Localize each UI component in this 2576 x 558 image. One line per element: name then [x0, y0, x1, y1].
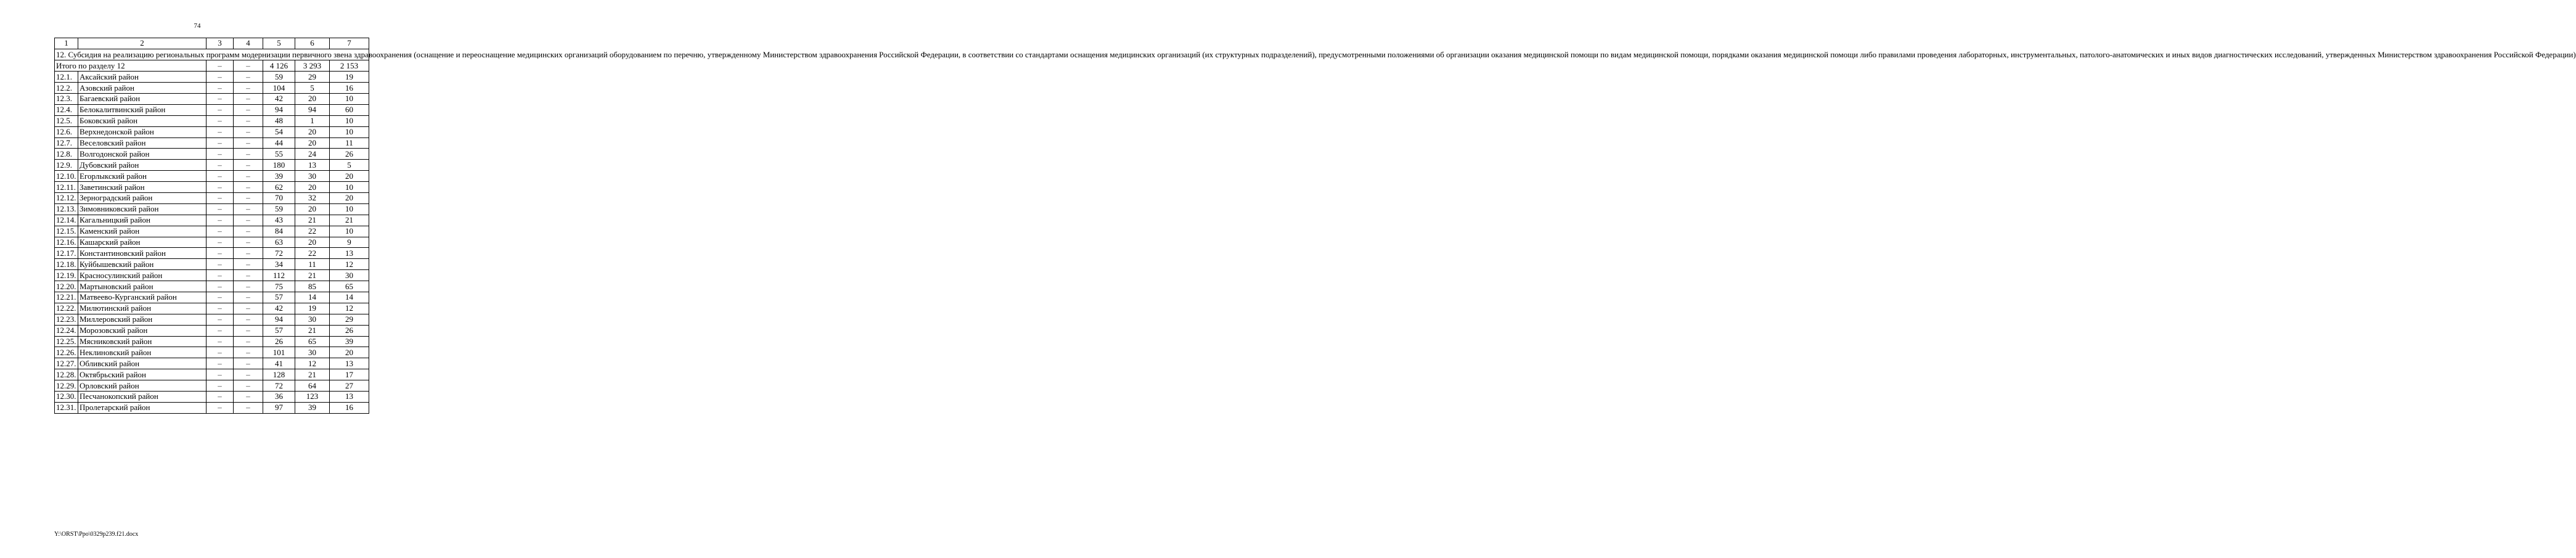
- value-col-7: 13: [330, 248, 369, 259]
- value-col-7: 20: [330, 192, 369, 203]
- table-row: [55, 259, 369, 270]
- table-row: [55, 72, 369, 83]
- table-row: [55, 402, 369, 413]
- value-col-4: –: [234, 292, 263, 303]
- district-name: Зимовниковский район: [78, 203, 206, 215]
- value-col-6: 19: [295, 303, 330, 314]
- row-number: 12.13.: [55, 203, 78, 215]
- value-col-7: 26: [330, 325, 369, 336]
- row-number: 12.17.: [55, 248, 78, 259]
- value-col-7: 60: [330, 104, 369, 115]
- value-col-7: 10: [330, 126, 369, 137]
- table-row: [55, 325, 369, 336]
- value-col-7: 29: [330, 314, 369, 325]
- value-col-7: 26: [330, 149, 369, 160]
- value-col-3: –: [206, 171, 234, 182]
- value-col-6: 20: [295, 126, 330, 137]
- value-col-4: –: [234, 325, 263, 336]
- value-col-5: 42: [263, 93, 295, 104]
- value-col-4: –: [234, 83, 263, 94]
- value-col-3: –: [206, 281, 234, 292]
- value-col-6: 21: [295, 270, 330, 281]
- value-col-4: –: [234, 303, 263, 314]
- value-col-5: 84: [263, 226, 295, 237]
- total-cell: –: [234, 60, 263, 72]
- value-col-6: 12: [295, 358, 330, 369]
- table-row: [55, 137, 369, 149]
- value-col-6: 20: [295, 182, 330, 193]
- row-number: 12.10.: [55, 171, 78, 182]
- district-name: Багаевский район: [78, 93, 206, 104]
- value-col-5: 72: [263, 248, 295, 259]
- value-col-4: –: [234, 402, 263, 413]
- value-col-3: –: [206, 237, 234, 248]
- table-row: [55, 281, 369, 292]
- value-col-6: 13: [295, 160, 330, 171]
- value-col-5: 57: [263, 292, 295, 303]
- value-col-4: –: [234, 248, 263, 259]
- row-number: 12.23.: [55, 314, 78, 325]
- value-col-4: –: [234, 72, 263, 83]
- value-col-5: 63: [263, 237, 295, 248]
- row-number: 12.24.: [55, 325, 78, 336]
- value-col-6: 14: [295, 292, 330, 303]
- value-col-3: –: [206, 347, 234, 358]
- district-name: Белокалитвинский район: [78, 104, 206, 115]
- value-col-6: 94: [295, 104, 330, 115]
- value-col-4: –: [234, 281, 263, 292]
- value-col-5: 72: [263, 380, 295, 392]
- value-col-4: –: [234, 115, 263, 126]
- row-number: 12.21.: [55, 292, 78, 303]
- value-col-5: 43: [263, 215, 295, 226]
- total-label: Итого по разделу 12: [55, 60, 206, 72]
- row-number: 12.16.: [55, 237, 78, 248]
- value-col-4: –: [234, 137, 263, 149]
- row-number: 12.5.: [55, 115, 78, 126]
- value-col-6: 20: [295, 137, 330, 149]
- row-number: 12.9.: [55, 160, 78, 171]
- table-row: [55, 226, 369, 237]
- row-number: 12.25.: [55, 336, 78, 347]
- table-row: [55, 192, 369, 203]
- row-number: 12.22.: [55, 303, 78, 314]
- value-col-7: 10: [330, 182, 369, 193]
- row-number: 12.1.: [55, 72, 78, 83]
- value-col-4: –: [234, 270, 263, 281]
- value-col-3: –: [206, 72, 234, 83]
- value-col-6: 30: [295, 171, 330, 182]
- value-col-5: 55: [263, 149, 295, 160]
- row-number: 12.12.: [55, 192, 78, 203]
- value-col-6: 24: [295, 149, 330, 160]
- value-col-7: 9: [330, 237, 369, 248]
- subsidy-table: [54, 38, 2576, 414]
- header-cell: 5: [263, 38, 295, 49]
- table-row: [55, 292, 369, 303]
- value-col-6: 21: [295, 215, 330, 226]
- district-name: Мартыновский район: [78, 281, 206, 292]
- total-cell: 4 126: [263, 60, 295, 72]
- district-name: Миллеровский район: [78, 314, 206, 325]
- value-col-5: 62: [263, 182, 295, 193]
- value-col-4: –: [234, 104, 263, 115]
- table-row: [55, 171, 369, 182]
- district-name: Пролетарский район: [78, 402, 206, 413]
- value-col-7: 16: [330, 402, 369, 413]
- value-col-3: –: [206, 392, 234, 403]
- value-col-4: –: [234, 226, 263, 237]
- table-row: [55, 149, 369, 160]
- value-col-3: –: [206, 160, 234, 171]
- value-col-4: –: [234, 380, 263, 392]
- row-number: 12.28.: [55, 369, 78, 380]
- value-col-5: 42: [263, 303, 295, 314]
- value-col-6: 30: [295, 314, 330, 325]
- value-col-5: 54: [263, 126, 295, 137]
- value-col-3: –: [206, 292, 234, 303]
- value-col-7: 12: [330, 303, 369, 314]
- value-col-7: 20: [330, 347, 369, 358]
- header-row: [55, 38, 369, 49]
- value-col-7: 11: [330, 137, 369, 149]
- district-name: Неклиновский район: [78, 347, 206, 358]
- value-col-7: 5: [330, 160, 369, 171]
- row-number: 12.3.: [55, 93, 78, 104]
- table-row: [55, 115, 369, 126]
- table-row: [55, 182, 369, 193]
- table-row: [55, 270, 369, 281]
- value-col-3: –: [206, 369, 234, 380]
- value-col-6: 22: [295, 226, 330, 237]
- value-col-7: 10: [330, 203, 369, 215]
- value-col-5: 97: [263, 402, 295, 413]
- value-col-6: 5: [295, 83, 330, 94]
- value-col-5: 26: [263, 336, 295, 347]
- table-row: [55, 347, 369, 358]
- value-col-7: 19: [330, 72, 369, 83]
- section-heading: 12. Субсидия на реализацию региональных программ модернизации первичного звена здравоохранения (оснащение и переоснащение медицинских организаций оборудованием по перечню, утвержденному Министерством здравоохранения Российской Федерации, в соответствии со стандартами оснащения медицинских организаций (их структурных подразделений), предусмотренными положениями об организации оказания медицинской помощи по видам медицинской помощи, порядками оказания медицинской помощи либо правилами проведения лабораторных, инструментальных, патолого-анатомических и иных видов диагностических исследований, утвержденных Министерством здравоохранения Российской Федерации): [55, 49, 369, 60]
- value-col-3: –: [206, 115, 234, 126]
- district-name: Веселовский район: [78, 137, 206, 149]
- district-name: Волгодонской район: [78, 149, 206, 160]
- district-name: Заветинский район: [78, 182, 206, 193]
- header-cell: 1: [55, 38, 78, 49]
- row-number: 12.19.: [55, 270, 78, 281]
- value-col-3: –: [206, 336, 234, 347]
- header-cell: 3: [206, 38, 234, 49]
- value-col-3: –: [206, 192, 234, 203]
- row-number: 12.15.: [55, 226, 78, 237]
- total-cell: –: [206, 60, 234, 72]
- value-col-4: –: [234, 259, 263, 270]
- district-name: Дубовский район: [78, 160, 206, 171]
- header-cell: 2: [78, 38, 206, 49]
- row-number: 12.7.: [55, 137, 78, 149]
- district-name: Кашарский район: [78, 237, 206, 248]
- value-col-7: 65: [330, 281, 369, 292]
- row-number: 12.2.: [55, 83, 78, 94]
- value-col-4: –: [234, 203, 263, 215]
- value-col-6: 20: [295, 93, 330, 104]
- value-col-5: 128: [263, 369, 295, 380]
- value-col-3: –: [206, 83, 234, 94]
- district-name: Октябрьский район: [78, 369, 206, 380]
- value-col-7: 10: [330, 226, 369, 237]
- value-col-5: 41: [263, 358, 295, 369]
- row-number: 12.20.: [55, 281, 78, 292]
- value-col-3: –: [206, 270, 234, 281]
- value-col-5: 112: [263, 270, 295, 281]
- value-col-3: –: [206, 402, 234, 413]
- value-col-5: 34: [263, 259, 295, 270]
- value-col-6: 20: [295, 237, 330, 248]
- table-row: [55, 104, 369, 115]
- value-col-3: –: [206, 149, 234, 160]
- value-col-6: 21: [295, 369, 330, 380]
- value-col-4: –: [234, 160, 263, 171]
- value-col-4: –: [234, 336, 263, 347]
- table-row: [55, 160, 369, 171]
- table-row: [55, 126, 369, 137]
- value-col-5: 36: [263, 392, 295, 403]
- value-col-4: –: [234, 126, 263, 137]
- table-row: [55, 392, 369, 403]
- value-col-4: –: [234, 369, 263, 380]
- row-number: 12.27.: [55, 358, 78, 369]
- value-col-4: –: [234, 392, 263, 403]
- value-col-7: 10: [330, 115, 369, 126]
- value-col-3: –: [206, 226, 234, 237]
- table-row: [55, 203, 369, 215]
- value-col-7: 20: [330, 171, 369, 182]
- district-name: Мясниковский район: [78, 336, 206, 347]
- value-col-4: –: [234, 149, 263, 160]
- table-row: [55, 314, 369, 325]
- row-number: 12.14.: [55, 215, 78, 226]
- total-cell: 3 293: [295, 60, 330, 72]
- value-col-5: 104: [263, 83, 295, 94]
- district-name: Милютинский район: [78, 303, 206, 314]
- district-name: Азовский район: [78, 83, 206, 94]
- value-col-7: 13: [330, 358, 369, 369]
- value-col-3: –: [206, 104, 234, 115]
- value-col-7: 12: [330, 259, 369, 270]
- table-row: [55, 303, 369, 314]
- value-col-3: –: [206, 126, 234, 137]
- table-row: [55, 215, 369, 226]
- table-row: [55, 93, 369, 104]
- district-name: Красносулинский район: [78, 270, 206, 281]
- district-name: Песчанокопский район: [78, 392, 206, 403]
- value-col-6: 21: [295, 325, 330, 336]
- district-name: Константиновский район: [78, 248, 206, 259]
- value-col-5: 180: [263, 160, 295, 171]
- value-col-7: 21: [330, 215, 369, 226]
- total-cell: 2 153: [330, 60, 369, 72]
- value-col-3: –: [206, 325, 234, 336]
- value-col-5: 75: [263, 281, 295, 292]
- value-col-6: 11: [295, 259, 330, 270]
- value-col-4: –: [234, 314, 263, 325]
- value-col-6: 32: [295, 192, 330, 203]
- district-name: Верхнедонской район: [78, 126, 206, 137]
- value-col-5: 57: [263, 325, 295, 336]
- district-name: Матвеево-Курганский район: [78, 292, 206, 303]
- row-number: 12.11.: [55, 182, 78, 193]
- value-col-6: 30: [295, 347, 330, 358]
- value-col-4: –: [234, 182, 263, 193]
- section-heading-row: [55, 49, 369, 60]
- value-col-6: 64: [295, 380, 330, 392]
- value-col-6: 1: [295, 115, 330, 126]
- value-col-6: 123: [295, 392, 330, 403]
- value-col-3: –: [206, 259, 234, 270]
- page-number: 74: [194, 22, 201, 30]
- value-col-4: –: [234, 347, 263, 358]
- value-col-7: 14: [330, 292, 369, 303]
- table-row: [55, 237, 369, 248]
- value-col-7: 30: [330, 270, 369, 281]
- district-name: Куйбышевский район: [78, 259, 206, 270]
- district-name: Аксайский район: [78, 72, 206, 83]
- value-col-5: 44: [263, 137, 295, 149]
- value-col-3: –: [206, 93, 234, 104]
- value-col-5: 70: [263, 192, 295, 203]
- table-row: [55, 248, 369, 259]
- value-col-5: 94: [263, 314, 295, 325]
- value-col-6: 29: [295, 72, 330, 83]
- value-col-3: –: [206, 137, 234, 149]
- value-col-5: 39: [263, 171, 295, 182]
- value-col-5: 101: [263, 347, 295, 358]
- row-number: 12.26.: [55, 347, 78, 358]
- value-col-3: –: [206, 203, 234, 215]
- value-col-3: –: [206, 248, 234, 259]
- value-col-6: 39: [295, 402, 330, 413]
- row-number: 12.8.: [55, 149, 78, 160]
- district-name: Егорлыкский район: [78, 171, 206, 182]
- value-col-4: –: [234, 171, 263, 182]
- value-col-6: 85: [295, 281, 330, 292]
- value-col-6: 22: [295, 248, 330, 259]
- value-col-4: –: [234, 358, 263, 369]
- district-name: Морозовский район: [78, 325, 206, 336]
- value-col-3: –: [206, 380, 234, 392]
- value-col-7: 16: [330, 83, 369, 94]
- table-row: [55, 336, 369, 347]
- value-col-7: 27: [330, 380, 369, 392]
- value-col-3: –: [206, 303, 234, 314]
- value-col-5: 59: [263, 203, 295, 215]
- footer-file-path: Y:\ORST\Ppo\0329p239.f21.docx: [54, 531, 139, 538]
- table-row: [55, 83, 369, 94]
- value-col-7: 39: [330, 336, 369, 347]
- total-row: [55, 60, 369, 72]
- row-number: 12.30.: [55, 392, 78, 403]
- value-col-7: 17: [330, 369, 369, 380]
- value-col-5: 59: [263, 72, 295, 83]
- table-row: [55, 380, 369, 392]
- value-col-3: –: [206, 215, 234, 226]
- row-number: 12.29.: [55, 380, 78, 392]
- value-col-5: 94: [263, 104, 295, 115]
- value-col-3: –: [206, 182, 234, 193]
- value-col-6: 65: [295, 336, 330, 347]
- district-name: Каменский район: [78, 226, 206, 237]
- row-number: 12.4.: [55, 104, 78, 115]
- header-cell: 4: [234, 38, 263, 49]
- value-col-4: –: [234, 215, 263, 226]
- value-col-4: –: [234, 192, 263, 203]
- header-cell: 7: [330, 38, 369, 49]
- row-number: 12.6.: [55, 126, 78, 137]
- value-col-7: 10: [330, 93, 369, 104]
- value-col-5: 48: [263, 115, 295, 126]
- district-name: Зерноградский район: [78, 192, 206, 203]
- district-name: Боковский район: [78, 115, 206, 126]
- table-row: [55, 358, 369, 369]
- row-number: 12.18.: [55, 259, 78, 270]
- value-col-3: –: [206, 358, 234, 369]
- district-name: Обливский район: [78, 358, 206, 369]
- district-name: Орловский район: [78, 380, 206, 392]
- value-col-6: 20: [295, 203, 330, 215]
- value-col-4: –: [234, 93, 263, 104]
- value-col-4: –: [234, 237, 263, 248]
- row-number: 12.31.: [55, 402, 78, 413]
- value-col-3: –: [206, 314, 234, 325]
- header-cell: 6: [295, 38, 330, 49]
- table-row: [55, 369, 369, 380]
- district-name: Кагальницкий район: [78, 215, 206, 226]
- value-col-7: 13: [330, 392, 369, 403]
